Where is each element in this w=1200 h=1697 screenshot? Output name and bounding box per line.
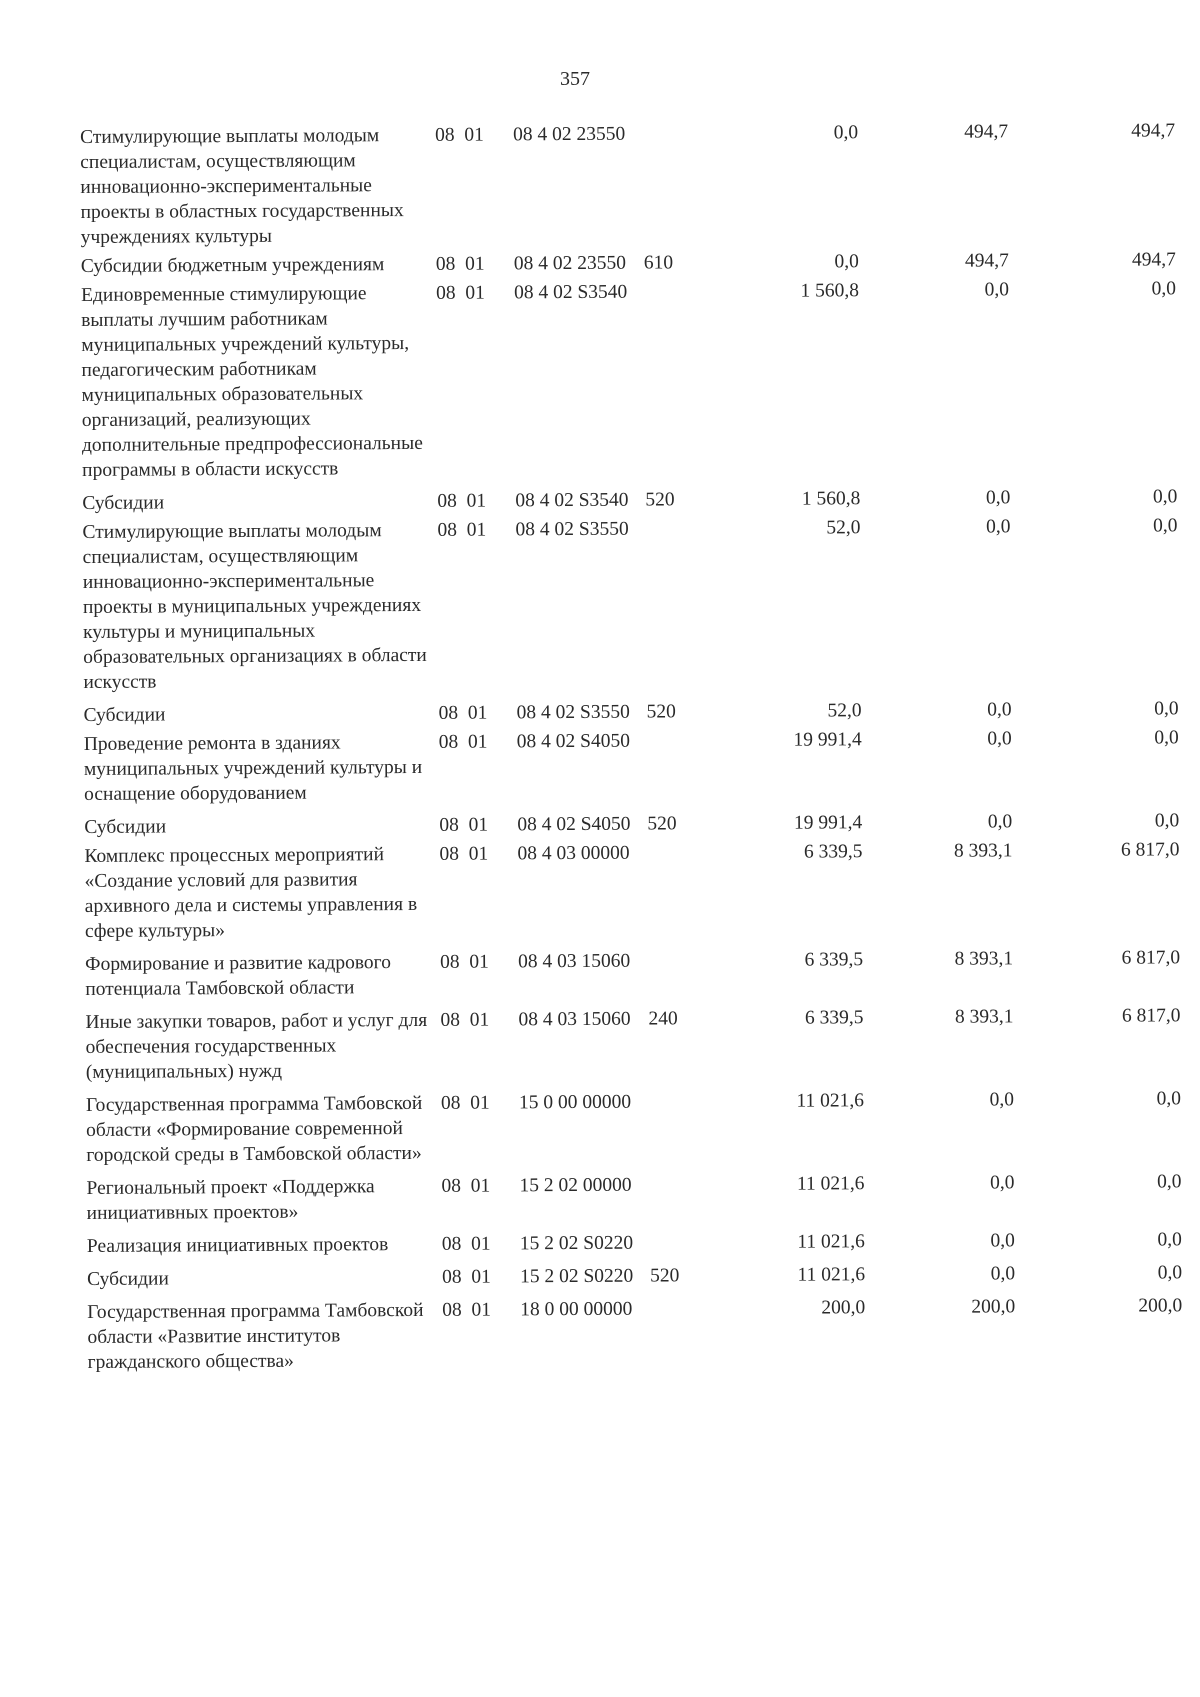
row-section: 08 01 <box>442 1299 492 1321</box>
row-value-2: 0,0 <box>990 1263 1016 1285</box>
row-value-2: 0,0 <box>990 1172 1015 1194</box>
row-value-2: 8 393,1 <box>953 840 1013 862</box>
row-section: 08 01 <box>441 1266 491 1288</box>
row-value-2: 8 393,1 <box>954 948 1014 970</box>
row-section: 08 01 <box>435 253 485 275</box>
row-code: 08 4 02 S3540 <box>515 489 629 512</box>
row-code: 08 4 02 S4050 <box>517 813 631 836</box>
table-row <box>84 696 1179 728</box>
row-value-1: 11 021,6 <box>796 1173 865 1195</box>
row-section: 08 01 <box>437 490 487 512</box>
row-section: 08 01 <box>440 1009 490 1031</box>
budget-table <box>80 118 1183 1375</box>
row-value-1: 6 339,5 <box>804 1007 864 1029</box>
row-expense-type: 520 <box>647 813 677 835</box>
row-value-2: 8 393,1 <box>954 1006 1014 1028</box>
row-value-3: 0,0 <box>1154 698 1179 720</box>
row-code: 08 4 03 00000 <box>517 842 630 865</box>
table-row <box>86 1169 1181 1226</box>
row-section: 08 01 <box>438 731 488 753</box>
row-section: 08 01 <box>438 702 488 724</box>
row-name: Комплекс процессных мероприятий «Создание условий для развития архивного дела и системы управления в сфере культуры» <box>84 844 418 942</box>
row-name: Единовременные стимулирующие выплаты лучшим работникам муниципальных учреждений культуры, педагогическим работникам муниципальных образовательных организаций, реализующих дополнительные предпрофессиональные программы в области искусств <box>80 283 423 481</box>
row-value-2: 0,0 <box>986 516 1011 538</box>
row-value-2: 0,0 <box>987 728 1012 750</box>
row-name: Иные закупки товаров, работ и услуг для обеспечения государственных (муниципальных) нужд <box>85 1009 428 1083</box>
row-value-3: 494,7 <box>1131 120 1176 142</box>
row-code: 15 0 00 00000 <box>518 1091 632 1114</box>
row-code: 15 2 02 00000 <box>519 1174 632 1197</box>
page-number: 357 <box>560 68 590 90</box>
row-value-2: 0,0 <box>989 1089 1015 1111</box>
row-name: Реализация инициативных проектов <box>86 1234 389 1257</box>
table-row <box>84 808 1179 840</box>
row-code: 15 2 02 S0220 <box>519 1232 634 1255</box>
row-expense-type: 520 <box>645 489 675 511</box>
row-name: Стимулирующие выплаты молодым специалистам, осуществляющим инновационно-экспериментальные проекты в областных государственных учреждениях культуры <box>80 125 404 248</box>
row-section: 08 01 <box>439 843 489 865</box>
row-name: Проведение ремонта в зданиях муниципальных учреждений культуры и оснащение оборудованием <box>83 732 423 805</box>
row-value-3: 6 817,0 <box>1121 1005 1181 1027</box>
row-code: 15 2 02 S0220 <box>519 1265 634 1288</box>
row-value-2: 494,7 <box>964 121 1009 143</box>
row-value-2: 0,0 <box>990 1230 1015 1252</box>
table-row <box>87 1227 1182 1259</box>
row-value-1: 200,0 <box>821 1297 866 1319</box>
table-row <box>86 1086 1181 1168</box>
row-code: 18 0 00 00000 <box>520 1298 633 1321</box>
table-row <box>82 513 1178 695</box>
row-name: Субсидии <box>84 816 167 838</box>
row-value-1: 52,0 <box>827 700 862 722</box>
row-section: 08 01 <box>441 1233 491 1255</box>
row-name: Субсидии <box>86 1268 169 1290</box>
row-value-1: 11 021,6 <box>797 1264 866 1286</box>
row-name: Стимулирующие выплаты молодым специалистам, осуществляющим инновационно-экспериментальные проекты в муниципальных учреждениях культуры и муниципальных образовательных организациях в области искусств <box>82 520 427 693</box>
row-value-1: 19 991,4 <box>793 812 863 834</box>
row-expense-type: 520 <box>646 701 676 723</box>
row-section: 08 01 <box>437 519 487 541</box>
row-value-1: 0,0 <box>834 251 859 273</box>
row-value-3: 6 817,0 <box>1121 947 1181 969</box>
row-value-3: 0,0 <box>1152 486 1178 508</box>
row-value-2: 0,0 <box>984 279 1010 301</box>
table-row <box>80 118 1176 250</box>
row-value-1: 0,0 <box>833 122 859 144</box>
row-section: 08 01 <box>435 124 484 146</box>
row-value-3: 0,0 <box>1156 1088 1182 1110</box>
row-section: 08 01 <box>441 1175 491 1197</box>
row-code: 08 4 03 15060 <box>518 950 631 973</box>
row-name: Государственная программа Тамбовской области «Формирование современной городской среды в Тамбовской области» <box>85 1092 423 1166</box>
row-value-3: 0,0 <box>1157 1229 1182 1251</box>
row-value-1: 6 339,5 <box>803 841 863 863</box>
row-value-3: 0,0 <box>1151 278 1177 300</box>
row-code: 08 4 02 23550 <box>513 123 626 146</box>
row-value-3: 494,7 <box>1131 249 1176 271</box>
table-row <box>84 725 1179 807</box>
row-name: Субсидии бюджетным учреждениям <box>80 254 385 277</box>
row-value-3: 0,0 <box>1157 1171 1182 1193</box>
row-code: 08 4 02 S3540 <box>513 281 628 304</box>
row-name: Региональный проект «Поддержка инициативных проектов» <box>86 1176 375 1224</box>
row-expense-type: 610 <box>643 252 674 274</box>
row-value-3: 0,0 <box>1157 1262 1183 1284</box>
row-value-3: 0,0 <box>1154 727 1179 749</box>
table-row <box>82 484 1177 516</box>
row-code: 08 4 03 15060 <box>518 1008 631 1031</box>
table-row <box>81 247 1176 279</box>
table-row <box>87 1293 1182 1375</box>
row-value-1: 6 339,5 <box>804 949 864 971</box>
row-value-2: 200,0 <box>971 1296 1016 1318</box>
row-value-1: 52,0 <box>826 517 861 539</box>
table-row <box>85 945 1180 1002</box>
row-value-3: 0,0 <box>1154 810 1180 832</box>
row-value-1: 19 991,4 <box>793 729 862 751</box>
row-value-3: 6 817,0 <box>1120 839 1180 861</box>
row-value-1: 11 021,6 <box>796 1090 865 1112</box>
table-row <box>84 837 1180 944</box>
row-value-2: 0,0 <box>987 699 1012 721</box>
row-value-2: 0,0 <box>987 811 1013 833</box>
row-section: 08 01 <box>440 1092 490 1114</box>
row-value-3: 200,0 <box>1138 1295 1183 1317</box>
row-name: Субсидии <box>83 704 166 726</box>
table-row <box>87 1260 1182 1292</box>
row-code: 08 4 02 S4050 <box>516 730 631 753</box>
row-name: Субсидии <box>82 492 165 514</box>
row-section: 08 01 <box>439 814 489 836</box>
row-expense-type: 520 <box>649 1265 680 1287</box>
row-code: 08 4 02 S3550 <box>515 518 629 541</box>
row-code: 08 4 02 23550 <box>513 252 627 275</box>
row-value-1: 11 021,6 <box>797 1231 865 1253</box>
row-expense-type: 240 <box>648 1008 678 1030</box>
row-name: Формирование и развитие кадрового потенциала Тамбовской области <box>85 952 391 1000</box>
row-value-1: 1 560,8 <box>800 280 860 302</box>
row-section: 08 01 <box>440 951 489 973</box>
row-section: 08 01 <box>435 282 485 304</box>
row-name: Государственная программа Тамбовской области «Развитие институтов гражданского общества» <box>87 1299 424 1373</box>
row-value-1: 1 560,8 <box>801 488 861 510</box>
row-value-2: 494,7 <box>964 250 1009 272</box>
table-row <box>81 276 1177 483</box>
row-code: 08 4 02 S3550 <box>516 701 630 724</box>
table-row <box>85 1003 1180 1085</box>
row-value-2: 0,0 <box>985 487 1011 509</box>
row-value-3: 0,0 <box>1153 515 1178 537</box>
